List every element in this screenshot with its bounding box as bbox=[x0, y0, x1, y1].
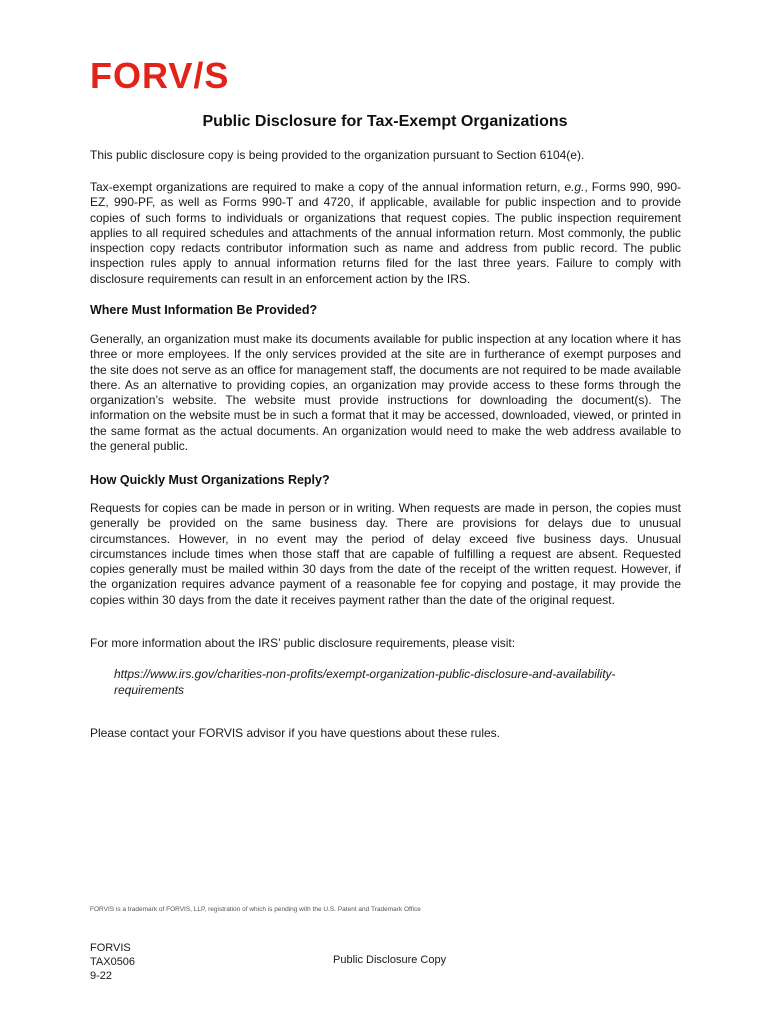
footer-form-code: TAX0506 bbox=[90, 956, 136, 968]
section-heading-where: Where Must Information Be Provided? bbox=[90, 303, 318, 317]
contact-text: Please contact your FORVIS advisor if you have questions about these rules. bbox=[90, 726, 501, 740]
forvis-logo: FORV/S bbox=[90, 55, 230, 96]
irs-disclosure-link[interactable]: https://www.irs.gov/charities-non-profits/exempt-organization-public-disclosure-and-availability-requirements bbox=[114, 667, 616, 697]
footer-form-info bbox=[90, 941, 135, 983]
trademark-footnote: FORVIS is a trademark of FORVIS, LLP, registration of which is pending with the U.S. Patent and Trademark Office bbox=[90, 906, 421, 913]
requirements-text-start: Tax-exempt organizations are required to make a copy of the annual information return, bbox=[90, 180, 561, 194]
more-info-text: For more information about the IRS’ public disclosure requirements, please visit: bbox=[90, 636, 516, 650]
footer-document-label: Public Disclosure Copy bbox=[333, 954, 447, 966]
footer-revision-date: 9-22 bbox=[90, 970, 113, 982]
eg-abbreviation: e.g. bbox=[564, 180, 585, 194]
page-title: Public Disclosure for Tax-Exempt Organizations bbox=[202, 113, 568, 130]
requirements-text-rest: , Forms 990, 990-EZ, 990-PF, as well as Forms 990-T and 4720, if applicable, available for public inspection and to provide copies of such forms to individuals or organizations that request copies. The public inspection requirement applies to all required schedules and attachments of the annual information return. Most commonly, the public inspection copy redacts contributor information such as name and address from public record. The public inspection rules apply to annual information returns filed for the last three years. Failure to comply with disclosure requirements can result in an enforcement action by the IRS. bbox=[90, 180, 681, 286]
requirements-paragraph bbox=[90, 180, 681, 287]
intro-paragraph: This public disclosure copy is being provided to the organization pursuant to Section 6104(e). bbox=[90, 148, 585, 162]
section-heading-how-quickly: How Quickly Must Organizations Reply? bbox=[90, 473, 330, 487]
section-body-how-quickly: Requests for copies can be made in person or in writing. When requests are made in person, the copies must generally be provided on the same business day. There are provisions for delays due to unusual circumstances. However, in no event may the period of delay exceed five business days. Unusual circumstances include times when those staff that are capable of fulfilling a request are absent. Requested copies generally must be mailed within 30 days from the date of the receipt of the written request. However, if the organization requires advance payment of a reasonable fee for copying and postage, it may provide the copies within 30 days from the date it receives payment rather than the date of the original request. bbox=[90, 501, 681, 607]
section-body-where: Generally, an organization must make its documents available for public inspection at any location where it has three or more employees. If the only services provided at the site are in furtherance of exempt purposes and the site does not serve as an office for management staff, the documents are not required to be made available there. As an alternative to providing copies, an organization may provide access to these forms through the organization’s website. The website must provide instructions for downloading the document(s). The information on the website must be in such a format that it may be accessed, downloaded, viewed, or printed in the same format as the actual documents. An organization would need to make the web address available to the general public. bbox=[90, 332, 681, 454]
footer-company: FORVIS bbox=[90, 942, 131, 954]
